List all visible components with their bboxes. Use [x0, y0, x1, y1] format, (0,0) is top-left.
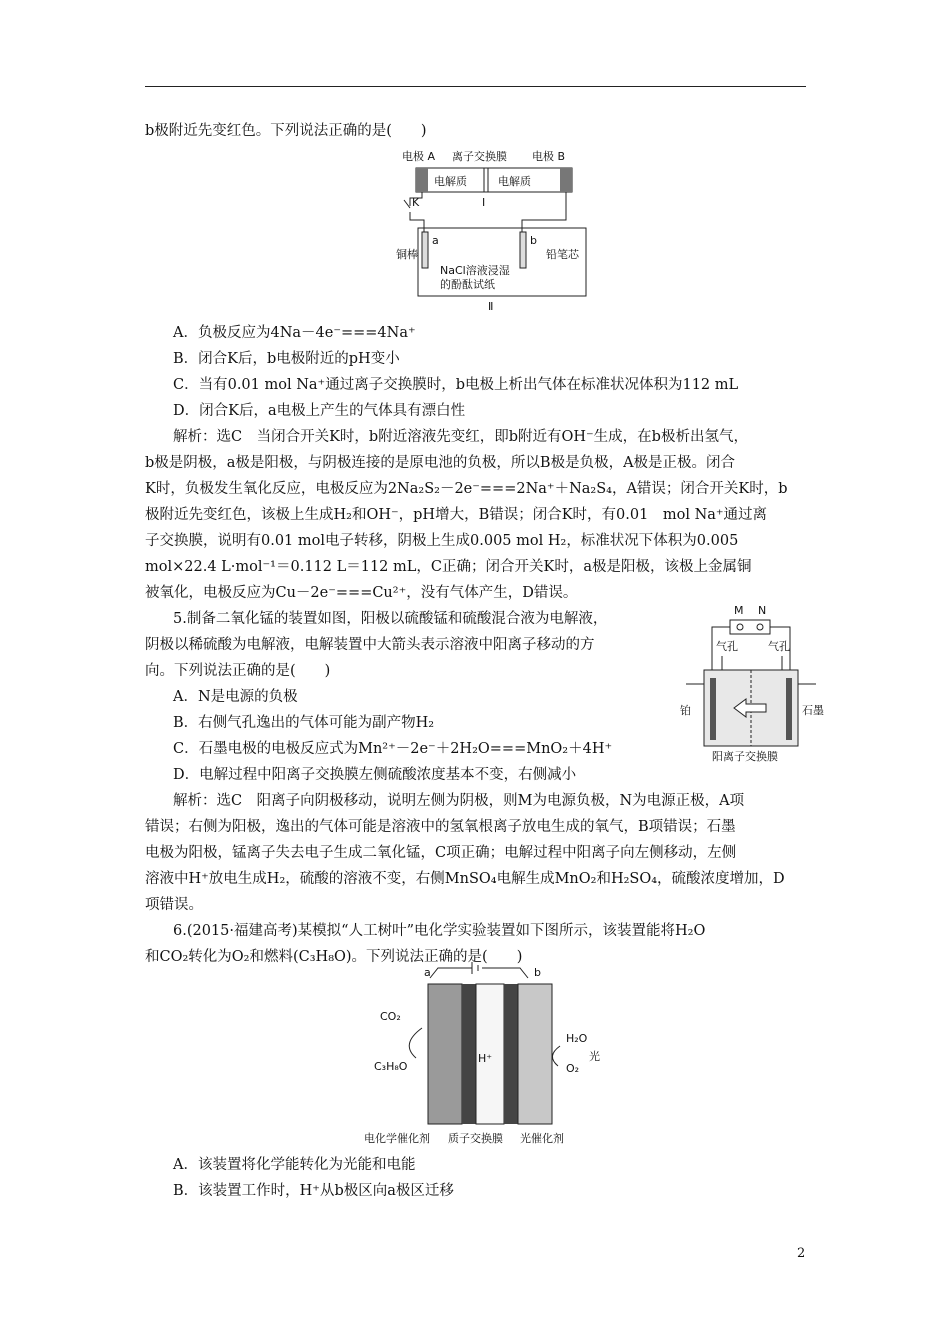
q4-analysis-line: 极附近先变红色，该极上生成H₂和OH⁻，pH增大，B错误；闭合K时，有0.01 mol Na⁺通过离: [145, 507, 768, 523]
caption-proton-membrane: 质子交换膜: [448, 1132, 503, 1145]
label-c3h8o: C₃H₈O: [374, 1060, 408, 1073]
figure-battery-electrolysis: [396, 146, 606, 318]
q4-analysis-line: 被氧化，电极反应为Cu－2e⁻===Cu²⁺，没有气体产生，D错误。: [145, 585, 578, 601]
q4-analysis-line: K时，负极发生氧化反应，电极反应为2Na₂S₂－2e⁻===2Na⁺＋Na₂S₄，A错误；闭合开关K时，b: [145, 481, 788, 497]
header-rule: [145, 86, 806, 87]
label-copper: 铜棒: [396, 248, 418, 261]
label-electrolyte-left: 电解质: [434, 175, 467, 188]
label-b: b: [534, 966, 541, 979]
label-proton: H⁺: [478, 1052, 493, 1065]
q4-analysis-line: mol×22.4 L·mol⁻¹＝0.112 L＝112 mL，C正确；闭合开关K时，a极是阳极，该极上金属铜: [145, 559, 752, 575]
q6-option-b: B．该装置工作时，H⁺从b极区向a极区迁移: [173, 1183, 454, 1199]
q4-analysis-line: 子交换膜，说明有0.01 mol电子转移，阴极上生成0.005 mol H₂，标准状况下体积为0.005: [145, 533, 739, 549]
label-h2o: H₂O: [566, 1032, 588, 1045]
q5-analysis-line: 解析：选C 阳离子向阴极移动，说明左侧为阴极，则M为电源负极，N为电源正极，A项: [173, 793, 745, 809]
q5-analysis-line: 溶液中H⁺放电生成H₂，硫酸的溶液不变，右侧MnSO₄电解生成MnO₂和H₂SO₄，硫酸浓度增加，D: [145, 871, 785, 887]
page-number: 2: [797, 1246, 806, 1261]
intro-line: b极附近先变红色。下列说法正确的是( ): [145, 123, 427, 139]
q6-stem-line: 和CO₂转化为O₂和燃料(C₃H₈O)。下列说法正确的是( ): [145, 949, 523, 965]
label-electrode-b: 电极 B: [532, 150, 566, 163]
label-membrane: 阳离子交换膜: [712, 750, 778, 763]
q5-analysis-line: 错误；右侧为阳极，逸出的气体可能是溶液中的氢氧根离子放电生成的氧气，B项错误；石墨: [145, 819, 736, 835]
label-pole-a: a: [432, 234, 439, 247]
q5-option-c: C．石墨电极的电极反应式为Mn²⁺－2e⁻＋2H₂O===MnO₂＋4H⁺: [173, 741, 613, 757]
label-unit-2: Ⅱ: [488, 300, 494, 313]
q5-analysis-line: 项错误。: [145, 897, 203, 913]
label-light: 光: [589, 1050, 600, 1063]
label-m: M: [734, 604, 744, 617]
q4-option-d: D．闭合K后，a电极上产生的气体具有漂白性: [173, 403, 466, 419]
label-co2: CO₂: [380, 1010, 401, 1023]
label-paper-2: 的酚酞试纸: [440, 278, 495, 291]
q6-stem-line: 6.(2015·福建高考)某模拟“人工树叶”电化学实验装置如下图所示，该装置能将H₂O: [173, 923, 706, 939]
label-unit-1: Ⅰ: [482, 196, 486, 209]
label-platinum: 铂: [680, 704, 691, 717]
q4-option-c: C．当有0.01 mol Na⁺通过离子交换膜时，b电极上析出气体在标准状况体积为112 mL: [173, 377, 739, 393]
label-a: a: [424, 966, 431, 979]
label-o2: O₂: [566, 1062, 580, 1075]
label-n: N: [758, 604, 767, 617]
q5-stem-line: 5.制备二氧化锰的装置如图，阳极以硫酸锰和硫酸混合液为电解液，: [173, 611, 608, 627]
q5-analysis-line: 电极为阳极，锰离子失去电子生成二氧化锰，C项正确；电解过程中阳离子向左侧移动，左侧: [145, 845, 737, 861]
caption-electrocatalyst: 电化学催化剂: [364, 1132, 430, 1145]
q4-analysis-line: 解析：选C 当闭合开关K时，b附近溶液先变红，即b附近有OH⁻生成，在b极析出氢气，: [173, 429, 748, 445]
q5-option-b: B．右侧气孔逸出的气体可能为副产物H₂: [173, 715, 435, 731]
q5-stem-line: 向。下列说法正确的是( ): [145, 663, 331, 679]
label-electrolyte-right: 电解质: [498, 175, 531, 188]
label-hole-right: 气孔: [768, 640, 790, 653]
label-pole-b: b: [530, 234, 537, 247]
label-switch: K: [412, 196, 420, 209]
label-electrode-a: 电极 A: [402, 150, 436, 163]
label-paper-1: NaCl溶液浸湿: [440, 264, 510, 277]
q4-option-a: A．负极反应为4Na－4e⁻===4Na⁺: [173, 325, 416, 341]
figure-mno2-cell: [676, 600, 840, 768]
label-hole-left: 气孔: [716, 640, 738, 653]
label-pencil: 铅笔芯: [546, 248, 579, 261]
q5-option-a: A．N是电源的负极: [173, 689, 298, 705]
label-membrane: 离子交换膜: [452, 150, 507, 163]
q6-option-a: A．该装置将化学能转化为光能和电能: [173, 1157, 416, 1173]
q4-analysis-line: b极是阴极，a极是阳极，与阴极连接的是原电池的负极，所以B极是负极，A极是正极。闭合: [145, 455, 736, 471]
figure-artificial-leaf: [360, 958, 600, 1148]
q4-option-b: B．闭合K后，b电极附近的pH变小: [173, 351, 400, 367]
q5-option-d: D．电解过程中阳离子交换膜左侧硫酸浓度基本不变，右侧减小: [173, 767, 577, 783]
q5-stem-line: 阴极以稀硫酸为电解液，电解装置中大箭头表示溶液中阳离子移动的方: [145, 637, 595, 653]
caption-photocatalyst: 光催化剂: [520, 1132, 564, 1145]
label-graphite: 石墨: [802, 704, 824, 717]
